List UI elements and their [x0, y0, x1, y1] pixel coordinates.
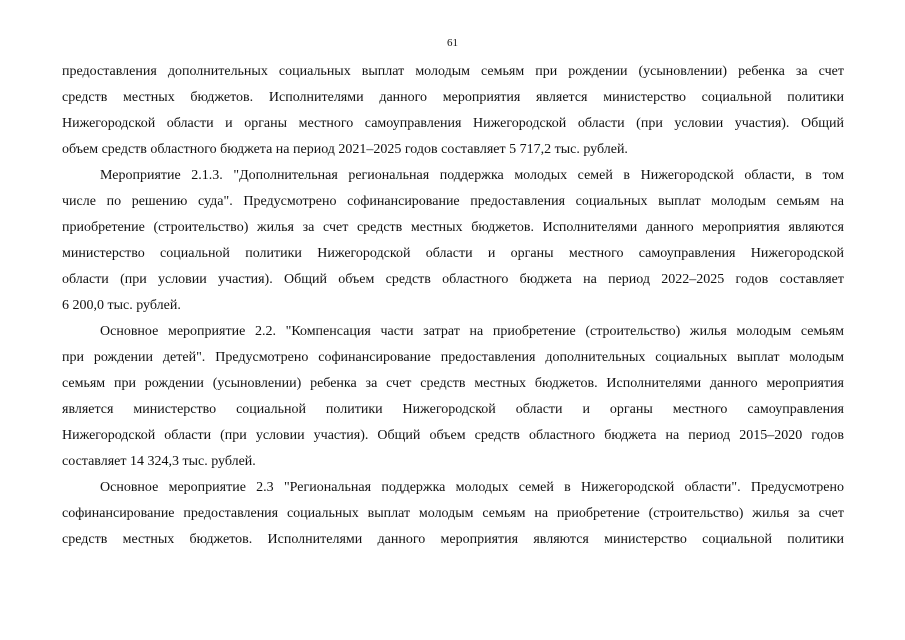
paragraph-measure-2-1-3 — [62, 163, 844, 319]
text-line: Основное мероприятие 2.2. "Компенсация части затрат на приобретение (строительство) жилья молодым семьям — [100, 324, 844, 339]
text-line: средств местных бюджетов. Исполнителями данного мероприятия является министерство социальной политики — [62, 90, 844, 105]
text-line: Мероприятие 2.1.3. "Дополнительная региональная поддержка молодых семей в Нижегородской области, в том — [100, 168, 844, 183]
text-line: приобретение (строительство) жилья за счет средств местных бюджетов. Исполнителями данного мероприятия являются — [62, 220, 844, 235]
text-line: семьям при рождении (усыновлении) ребенка за счет средств местных бюджетов. Исполнителями данного мероприятия — [62, 376, 844, 391]
text-line: Основное мероприятие 2.3 "Региональная поддержка молодых семей в Нижегородской области". Предусмотрено — [100, 480, 844, 495]
text-line: составляет 14 324,3 тыс. рублей. — [62, 454, 256, 469]
text-line: 6 200,0 тыс. рублей. — [62, 298, 181, 313]
paragraph-continuation — [62, 59, 844, 163]
text-line: числе по решению суда". Предусмотрено софинансирование предоставления социальных выплат молодым семьям на — [62, 194, 844, 209]
paragraph-measure-2-2 — [62, 319, 844, 475]
document-body — [62, 59, 844, 553]
text-line: объем средств областного бюджета на период 2021–2025 годов составляет 5 717,2 тыс. рублей. — [62, 142, 628, 157]
text-line: средств местных бюджетов. Исполнителями данного мероприятия являются министерство социальной политики — [62, 532, 844, 547]
page-number: 61 — [447, 37, 458, 49]
text-line: области (при условии участия). Общий объем средств областного бюджета на период 2022–2025 годов составляет — [62, 272, 844, 287]
text-line: предоставления дополнительных социальных выплат молодым семьям при рождении (усыновлении) ребенка за счет — [62, 64, 844, 79]
text-line: министерство социальной политики Нижегородской области и органы местного самоуправления Нижегородской — [62, 246, 844, 261]
text-line: Нижегородской области и органы местного самоуправления Нижегородской области (при условии участия). Общий — [62, 116, 844, 131]
text-line: софинансирование предоставления социальных выплат молодым семьям на приобретение (строительство) жилья за счет — [62, 506, 844, 521]
text-line: Нижегородской области (при условии участия). Общий объем средств областного бюджета на период 2015–2020 годов — [62, 428, 844, 443]
paragraph-measure-2-3 — [62, 475, 844, 553]
text-line: при рождении детей". Предусмотрено софинансирование предоставления дополнительных социальных выплат молодым — [62, 350, 844, 365]
text-line: является министерство социальной политики Нижегородской области и органы местного самоуправления — [62, 402, 844, 417]
